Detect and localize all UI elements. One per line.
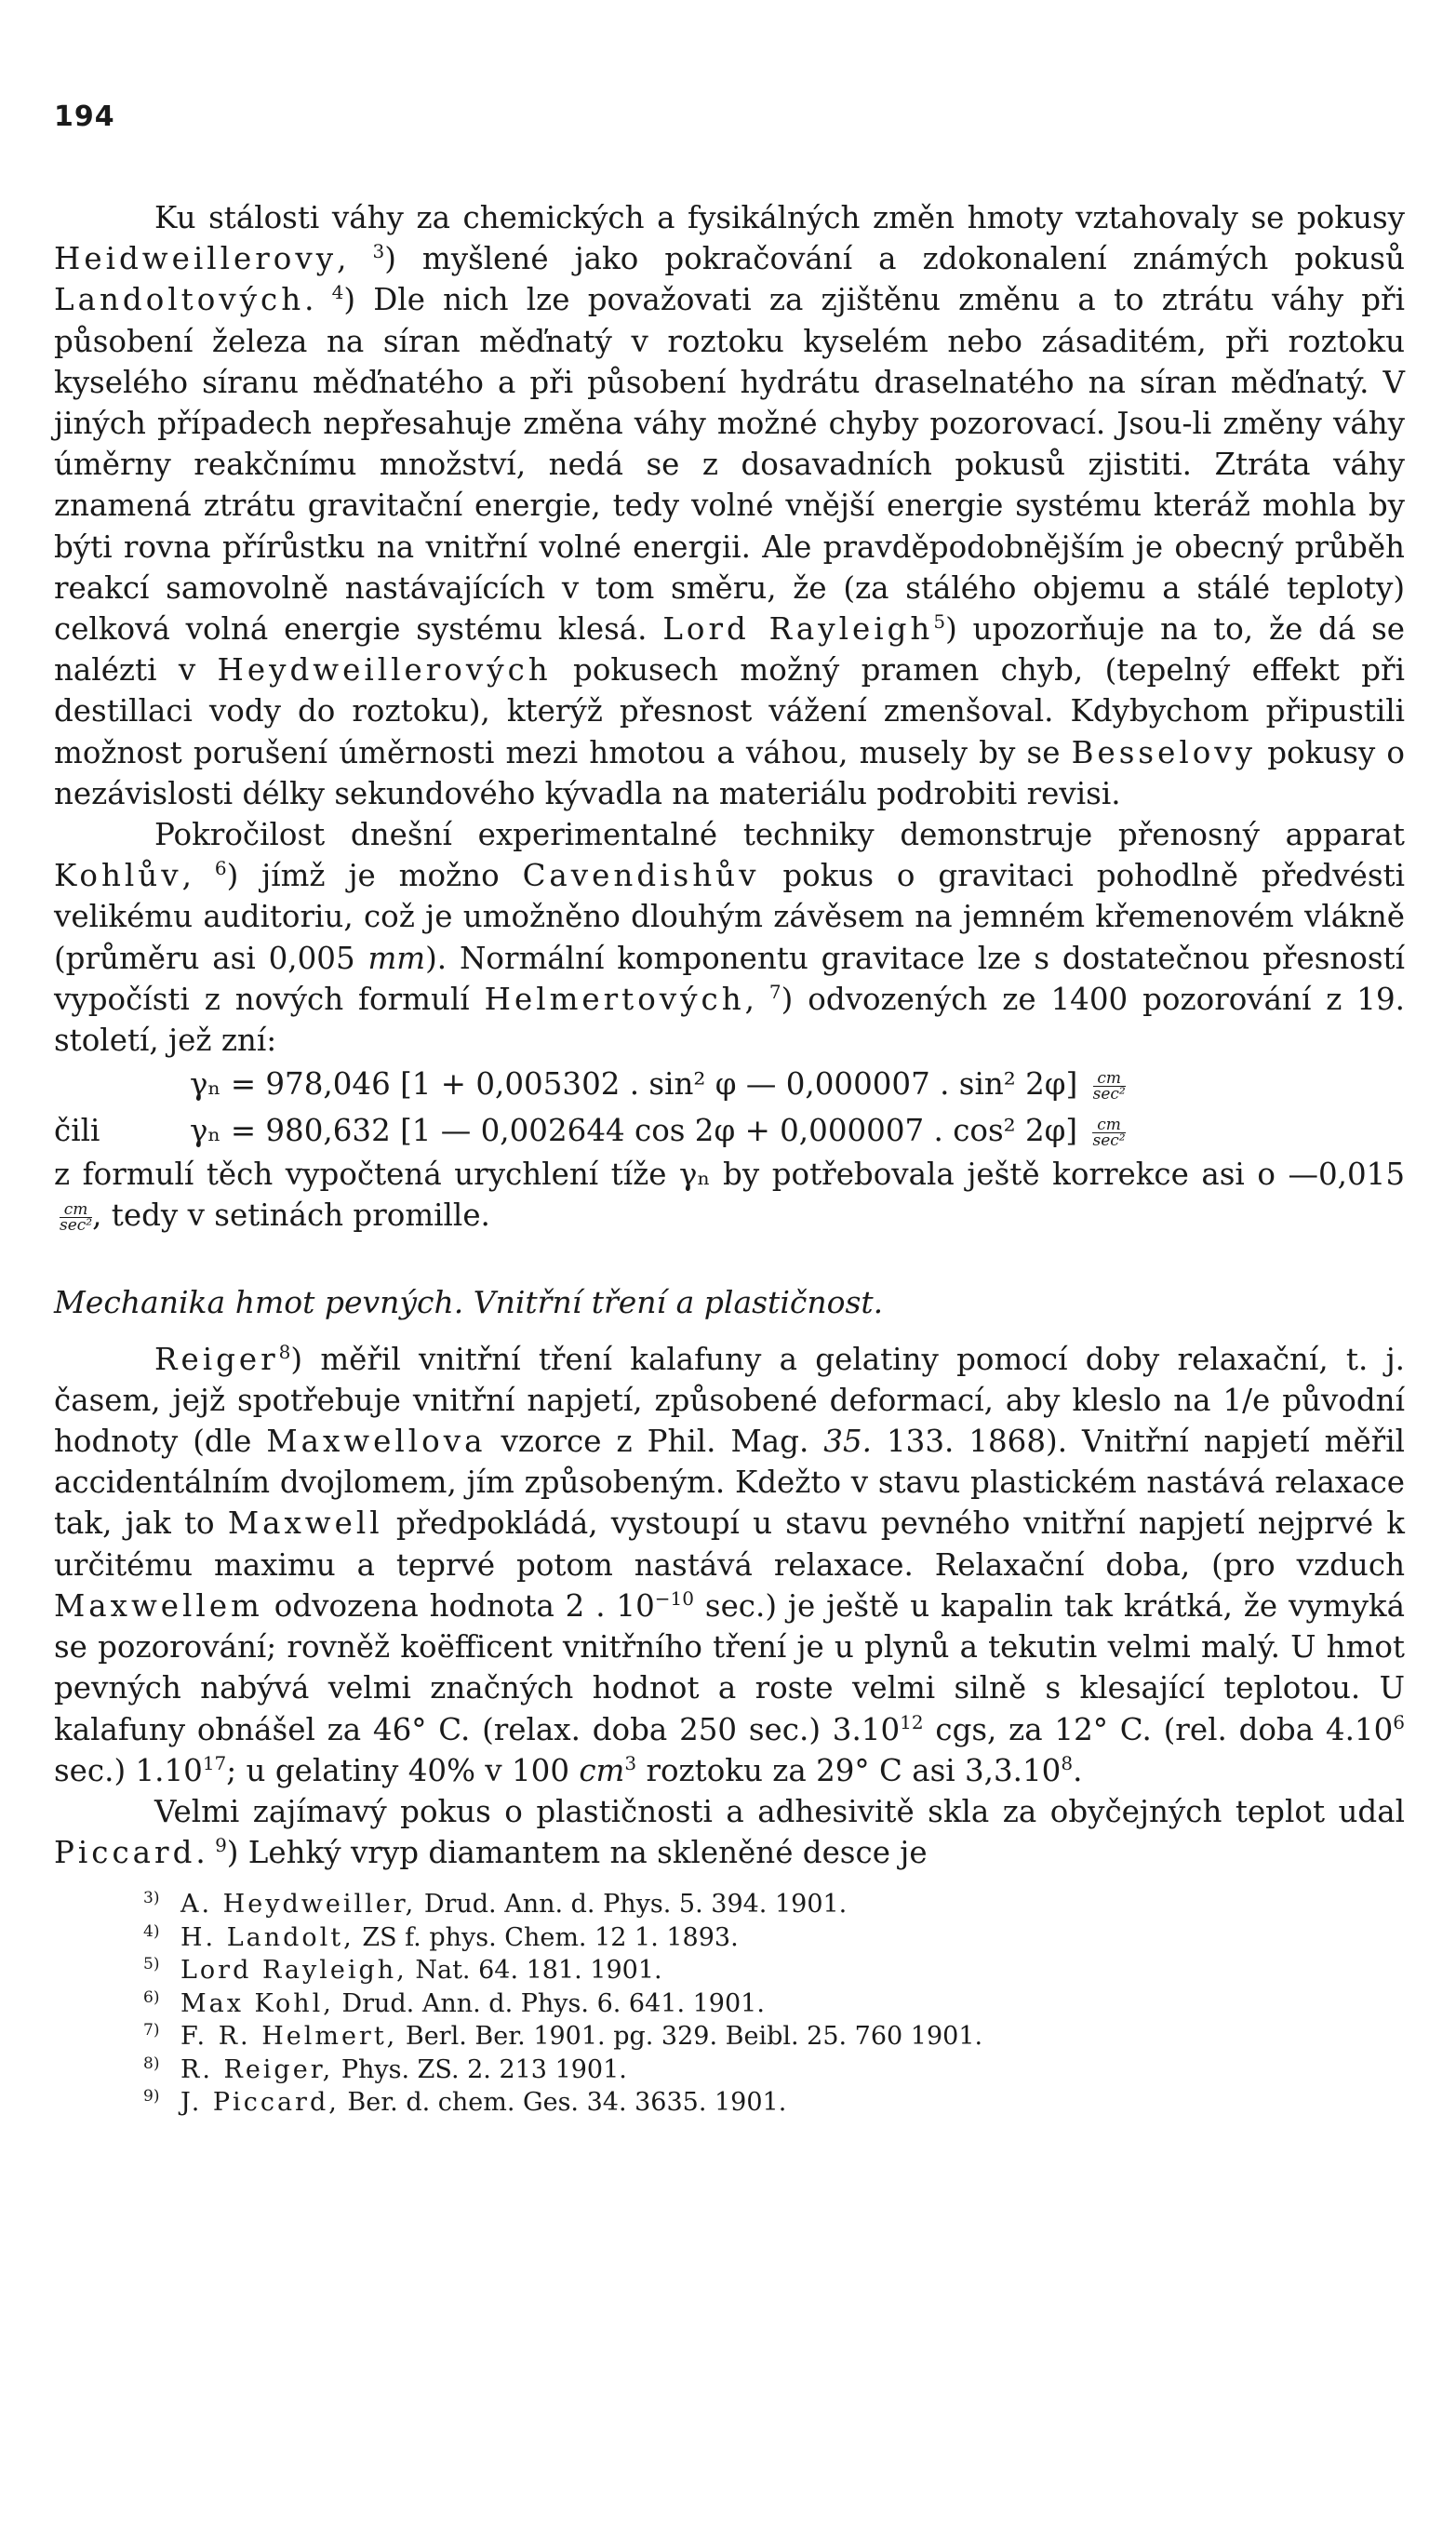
footnote-reference: 4 xyxy=(331,281,344,304)
footnote: 4) H. Landolt, ZS f. phys. Chem. 12 1. 1893. xyxy=(143,1921,739,1952)
footnote-reference: 6 xyxy=(1393,1710,1405,1733)
formula-1 xyxy=(54,1061,1405,1107)
footnote-reference: −10 xyxy=(654,1587,695,1611)
formula-text: γₙ = 980,632 [1 — 0,002644 cos 2φ + 0,000007 . cos² 2φ] xyxy=(190,1113,1078,1149)
page-number: 194 xyxy=(54,100,115,133)
footnote: 6) Max Kohl, Drud. Ann. d. Phys. 6. 641. 1901. xyxy=(143,1987,765,2018)
footnote: 3) A. Heydweiller, Drud. Ann. d. Phys. 5. 394. 1901. xyxy=(143,1889,848,1920)
name-spaced: Heidweillerovy xyxy=(54,241,338,277)
unit-fraction: $\frac{cm}{\text{sec²}}$ xyxy=(1092,1069,1126,1104)
footnotes xyxy=(143,1888,1405,2120)
name-spaced: Maxwell xyxy=(227,1505,383,1542)
formula-block xyxy=(54,1061,1405,1154)
footnote-citation: Berl. Ber. 1901. pg. 329. Beibl. 25. 760 1901. xyxy=(397,2022,983,2052)
footnote: 9) J. Piccard, Ber. d. chem. Ges. 34. 3635. 1901. xyxy=(143,2087,787,2118)
footnote-reference: 12 xyxy=(900,1710,924,1733)
footnote-citation: Drud. Ann. d. Phys. 5. 394. 1901. xyxy=(416,1890,848,1920)
paragraph: Velmi zajímavý pokus o plastičnosti a adhesivitě skla za obyčejných teplot udal Piccard. $^9$) Lehký vryp diamantem na skleněné desce je xyxy=(54,1793,1405,1871)
footnote-citation: Phys. ZS. 2. 213 1901. xyxy=(333,2054,627,2084)
name-spaced: Helmertových xyxy=(484,981,745,1017)
body-paragraphs xyxy=(54,197,1405,1061)
footnote: 7) F. R. Helmert, Berl. Ber. 1901. pg. 329. Beibl. 25. 760 1901. xyxy=(143,2021,983,2052)
footnote-author: Lord Rayleigh, xyxy=(180,1956,407,1986)
name-spaced: Lord Rayleigh xyxy=(662,611,934,648)
footnote: 8) R. Reiger, Phys. ZS. 2. 213 1901. xyxy=(143,2054,627,2084)
name-spaced: Maxwellem xyxy=(54,1587,263,1624)
footnote-citation: Nat. 64. 181. 1901. xyxy=(407,1956,662,1986)
name-spaced: Heydweillerových xyxy=(217,652,552,689)
footnote-reference: 6 xyxy=(214,857,227,880)
footnote-author: F. R. Helmert, xyxy=(180,2022,398,2052)
section-heading: Mechanika hmot pevných. Vnitřní tření a plastičnost. xyxy=(54,1283,884,1320)
footnote: 5) Lord Rayleigh, Nat. 64. 181. 1901. xyxy=(143,1955,662,1986)
italic-text: cm xyxy=(579,1752,625,1788)
footnote-citation: Drud. Ann. d. Phys. 6. 641. 1901. xyxy=(333,1988,765,2018)
unit-fraction: $\frac{cm}{\text{sec²}}$ xyxy=(1092,1116,1126,1151)
formula-2 xyxy=(54,1107,1405,1154)
formula-text: γₙ = 978,046 [1 + 0,005302 . sin² φ — 0,000007 . sin² 2φ] xyxy=(190,1066,1078,1103)
italic-text: 35. xyxy=(823,1424,872,1460)
footnote-author: Max Kohl, xyxy=(180,1988,334,2018)
footnote-author: J. Piccard, xyxy=(180,2088,340,2118)
footnote-reference: 3 xyxy=(624,1751,637,1774)
footnote-author: H. Landolt, xyxy=(180,1922,354,1952)
formula-note: z formulí těch vypočtená urychlení tíže γₙ by potřebovala ještě korrekce asi o —0,015 $\frac{cm}{\text{sec²}}$ , tedy v setinách promille. xyxy=(54,1157,1405,1236)
name-spaced: Maxwellova xyxy=(266,1424,487,1460)
name-spaced: Reiger xyxy=(154,1341,279,1377)
footnote-reference: 3 xyxy=(372,240,385,263)
footnote-reference: 9 xyxy=(215,1834,227,1857)
footnote-author: A. Heydweiller, xyxy=(180,1890,417,1920)
paragraph: Pokročilost dnešní experimentalné techniky demonstruje přenosný apparat Kohlův, $^6$) jímž je možno Cavendishův pokus o gravitaci pohodlně předvésti velikému auditoriu, což je umožněno dlouhým závěsem na jemném křemenovém vlákně (průměru asi 0,005 mm). Normální komponentu gravitace lze s dostatečnou přesností vypočísti z nových formulí Helmertových, $^7$) odvozených ze 1400 pozorování z 19. století, jež zní: xyxy=(54,817,1406,1059)
footnote-citation: Ber. d. chem. Ges. 34. 3635. 1901. xyxy=(339,2088,787,2118)
unit-fraction: $\frac{cm}{\text{sec²}}$ xyxy=(60,1200,93,1236)
body-paragraphs-2 xyxy=(54,1339,1405,1874)
footnote-reference: 8 xyxy=(1061,1751,1074,1774)
name-spaced: Piccard xyxy=(54,1835,196,1871)
paragraph: Reiger$^8$) měřil vnitřní tření kalafuny a gelatiny pomocí doby relaxační, t. j. časem, jejž spotřebuje vnitřní napjetí, způsobené deformací, aby kleslo na 1/e původní hodnoty (dle Maxwellova vzorce z Phil. Mag. 35. 133. 1868). Vnitřní napjetí měřil accidentálním dvojlomem, jím způsobeným. Kdežto v stavu plastickém nastává relaxace tak, jak to Maxwell předpokládá, vystoupí u stavu pevného vnitřní napjetí nejprvé k určitému maximu a teprvé potom nastává relaxace. Relaxační doba, (pro vzduch Maxwellem odvozena hodnota 2 . $10^{-10}$ sec.) je ještě u kapalin tak krátká, že vymyká se pozorování; rovněž koëfficent vnitřního tření je u plynů a tekutin velmi malý. U hmot pevných nabývá velmi značných hodnot a roste velmi silně s klesající teplotou. U kalafuny obnášel za 46° C. (relax. doba 250 sec.) 3.10$^{12}$ cgs, za 12° C. (rel. doba 4.10$^6$ sec.) 1.10$^{17}$; u gelatiny 40% v 100 $cm^3$ roztoku za 29° C asi 3,3.10$^8$. xyxy=(54,1340,1405,1788)
footnote-reference: 7 xyxy=(768,981,781,1004)
italic-text: mm xyxy=(367,940,426,976)
name-spaced: Kohlův xyxy=(54,858,182,894)
footnote-reference: 5 xyxy=(933,610,946,634)
footnote-reference: 17 xyxy=(202,1751,227,1774)
name-spaced: Landoltových xyxy=(54,282,305,318)
formula-lead: čili xyxy=(54,1113,100,1149)
paragraph: Ku stálosti váhy za chemických a fysikálných změn hmoty vztahovaly se pokusy Heidweillerovy, $^3$) myšlené jako pokračování a zdokonalení známých pokusů Landoltových. $^4$) Dle nich lze považovati za zjištěnu změnu a to ztrátu váhy při působení železa na síran měďnatý v roztoku kyselém nebo zásaditém, při roztoku kyselého síranu měďnatého a při působení hydrátu draselnatého na síran měďnatý. V jiných případech nepřesahuje změna váhy možné chyby pozorovací. Jsou-li změny váhy úměrny reakčnímu množství, nedá se z dosavadních pokusů zjistiti. Ztráta váhy znamená ztrátu gravitační energie, tedy volné vnější energie systému kteráž mohla by býti rovna přírůstku na vnitřní volné energii. Ale pravděpodobnějším je obecný průběh reakcí samovolně nastávajících v tom směru, že (za stálého objemu a stálé teploty) celková volná energie systému klesá. Lord Rayleigh$^5$) upozorňuje na to, že dá se nalézti v Heydweillerových pokusech možný pramen chyb, (tepelný effekt při destillaci vody do roztoku), kterýž přesnost vážení zmenšoval. Kdybychom připustili možnost porušení úměrnosti mezi hmotou a váhou, musely by se Besselovy pokusy o nezávislosti délky sekundového kývadla na materiálu podrobiti revisi. xyxy=(54,200,1406,811)
text-column xyxy=(54,197,1405,2120)
footnote-author: R. Reiger, xyxy=(180,2054,334,2084)
footnote-citation: ZS f. phys. Chem. 12 1. 1893. xyxy=(354,1922,739,1952)
name-spaced: Besselovy xyxy=(1071,734,1257,770)
name-spaced: Cavendishův xyxy=(522,858,760,894)
footnote-reference: 8 xyxy=(278,1340,291,1363)
